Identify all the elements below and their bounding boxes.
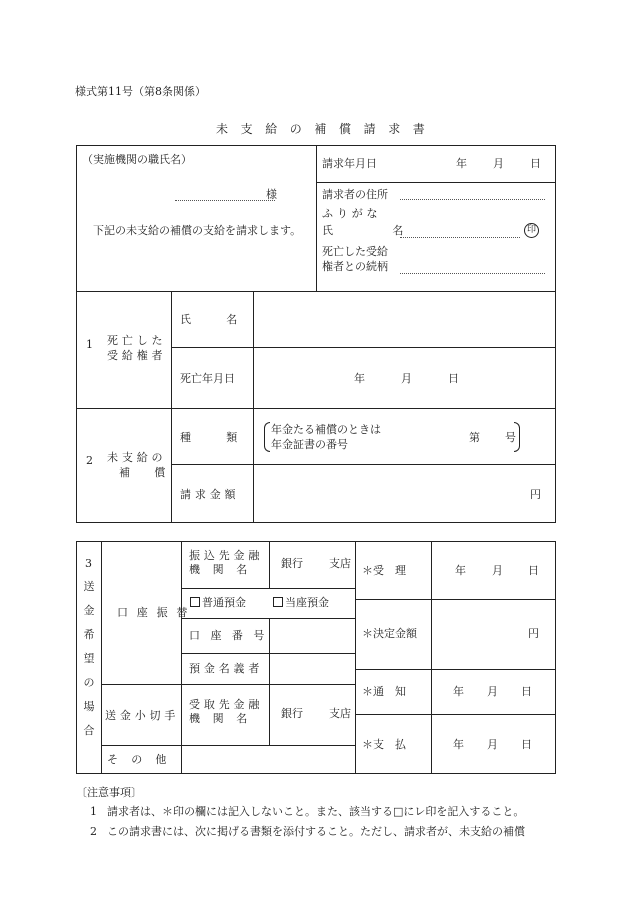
form-title: 未支給の補償請求書 xyxy=(216,122,438,136)
bank-label-1: 振込先金融 xyxy=(189,549,264,562)
branch-suffix: 支店 xyxy=(329,557,351,570)
note-1-text: 請求者は、＊印の欄には記入しないこと。また、該当する□にレ印を記入すること。 xyxy=(107,805,525,818)
type-label: 種類 xyxy=(180,431,273,444)
checkbox-current[interactable]: 当座預金 xyxy=(273,596,329,610)
current-checkbox-box[interactable] xyxy=(273,597,283,607)
payment-label: ＊支 払 xyxy=(362,738,406,751)
furigana-label: ふりがな xyxy=(322,207,382,220)
deceased-name-label: 氏名 xyxy=(180,313,273,326)
section1-number: 1 xyxy=(86,338,93,351)
section1-label-1: 死亡した xyxy=(107,334,167,347)
ordinary-checkbox-box[interactable] xyxy=(190,597,200,607)
notice-label: ＊通 知 xyxy=(362,685,406,698)
payment-year: 年 xyxy=(453,738,464,751)
note-2-number: 2 xyxy=(90,825,97,838)
note-1-number: 1 xyxy=(90,805,97,818)
relation-label-2: 権者との続柄 xyxy=(322,260,388,273)
death-day: 日 xyxy=(448,372,459,385)
received-year: 年 xyxy=(455,564,466,577)
section2-label-2: 補償 xyxy=(119,466,190,479)
amount-yen: 円 xyxy=(530,488,541,501)
received-day: 日 xyxy=(528,564,539,577)
relation-field[interactable] xyxy=(400,273,545,274)
name-label: 氏 名 xyxy=(322,224,428,237)
receive-bank-label-2: 機関名 xyxy=(189,712,260,725)
account-holder-label: 預金名義者 xyxy=(189,662,264,675)
request-text: 下記の未支給の補償の支給を請求します。 xyxy=(93,224,302,237)
name-field[interactable] xyxy=(400,237,520,238)
date-day: 日 xyxy=(530,157,541,170)
notes-heading: 〔注意事項〕 xyxy=(76,786,142,799)
close-bracket xyxy=(514,422,520,452)
decided-amount-label: ＊決定金額 xyxy=(362,627,417,640)
decided-amount-yen: 円 xyxy=(528,627,539,640)
account-number-label: 口座番号 xyxy=(189,629,275,642)
date-month: 月 xyxy=(493,157,504,170)
pension-line-2: 年金証書の番号 xyxy=(271,438,348,451)
checkbox-ordinary[interactable]: 普通預金 xyxy=(190,596,246,610)
section2-label-1: 未支給の xyxy=(107,451,167,464)
payment-day: 日 xyxy=(521,738,532,751)
received-label: ＊受 理 xyxy=(362,564,406,577)
receive-bank-suffix: 銀行 xyxy=(281,707,303,720)
section3-vertical-label: 送 金 希 望 の 場 合 xyxy=(83,580,95,737)
pension-dai: 第 xyxy=(469,431,480,444)
death-month: 月 xyxy=(401,372,412,385)
other-label: その他 xyxy=(107,753,180,766)
amount-label: 請求金額 xyxy=(180,488,240,501)
sama-label: 様 xyxy=(266,188,277,201)
payment-month: 月 xyxy=(487,738,498,751)
received-month: 月 xyxy=(492,564,503,577)
check-label: 送金小切手 xyxy=(105,709,180,722)
form-number: 様式第11号（第8条関係） xyxy=(75,85,206,98)
agency-label: （実施機関の職氏名） xyxy=(82,153,192,166)
receive-bank-label-1: 受取先金融 xyxy=(189,698,264,711)
date-label: 請求年月日 xyxy=(322,157,377,170)
section1-label-2: 受給権者 xyxy=(107,349,167,362)
bank-suffix: 銀行 xyxy=(281,557,303,570)
death-date-label: 死亡年月日 xyxy=(180,372,235,385)
receive-branch-suffix: 支店 xyxy=(329,707,351,720)
seal-mark: 印 xyxy=(524,223,539,238)
open-bracket xyxy=(264,422,270,452)
bank-label-2: 機関名 xyxy=(189,563,260,576)
notice-year: 年 xyxy=(453,685,464,698)
relation-label-1: 死亡した受給 xyxy=(322,245,388,258)
remittance-frame xyxy=(76,541,556,774)
date-year: 年 xyxy=(456,157,467,170)
transfer-label: 口座振替 xyxy=(117,606,197,619)
section3-number: 3 xyxy=(85,557,92,570)
note-2-text: この請求書には、次に掲げる書類を添付すること。ただし、請求者が、未支給の補償 xyxy=(107,825,525,838)
address-field[interactable] xyxy=(400,199,545,200)
pension-line-1: 年金たる補償のときは xyxy=(271,423,381,436)
notice-day: 日 xyxy=(521,685,532,698)
notice-month: 月 xyxy=(487,685,498,698)
section2-number: 2 xyxy=(86,454,93,467)
pension-go: 号 xyxy=(505,431,516,444)
address-label: 請求者の住所 xyxy=(322,188,388,201)
death-year: 年 xyxy=(354,372,365,385)
